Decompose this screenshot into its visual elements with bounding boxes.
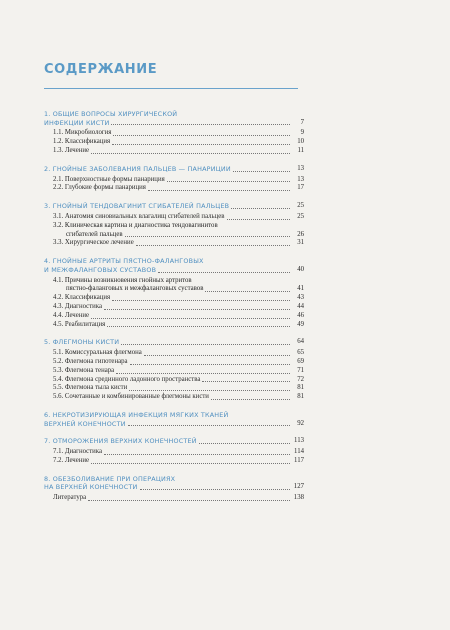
toc-subsection-entry-page: 69 bbox=[297, 357, 304, 365]
toc-chapter-entry[interactable] bbox=[44, 475, 304, 492]
toc-subsection-last-page: 26 bbox=[297, 230, 304, 238]
dot-leader bbox=[112, 144, 290, 145]
toc-subsection-entry-page: 11 bbox=[297, 146, 304, 154]
toc-subsection-entry-text: 7.2. Лечение bbox=[53, 456, 90, 464]
dot-leader bbox=[205, 291, 290, 292]
toc-subsection-entry-page: 117 bbox=[294, 456, 304, 464]
dot-leader bbox=[91, 318, 290, 319]
toc-chapter-title-last-text: ИНФЕКЦИИ КИСТИ bbox=[44, 118, 110, 127]
toc-subsection-entry-page: 46 bbox=[297, 311, 304, 319]
toc-subsection-entry-text: 4.5. Реабилитация bbox=[53, 320, 106, 328]
toc-subsection-entry[interactable] bbox=[44, 384, 304, 393]
toc-chapter-entry[interactable] bbox=[44, 411, 304, 428]
toc-subsection-entry[interactable] bbox=[44, 312, 304, 321]
toc-subsection-entry-text: 2.1. Поверхностные формы панариция bbox=[53, 175, 165, 183]
toc-subsection-entry[interactable] bbox=[44, 277, 304, 295]
toc-subsection-entry-page: 72 bbox=[297, 375, 304, 383]
toc-subsection-entry[interactable] bbox=[44, 376, 304, 385]
toc-subsection-entry[interactable] bbox=[44, 138, 304, 147]
toc-subsection-entry[interactable] bbox=[44, 358, 304, 367]
dot-leader bbox=[129, 390, 290, 391]
toc-subsection-entry-text: 1.2. Классификация bbox=[53, 138, 111, 146]
toc-subsection-entry-text: 3.3. Хирургическое лечение bbox=[53, 239, 134, 247]
toc-chapter-title-last-text: ВЕРХНЕЙ КОНЕЧНОСТИ bbox=[44, 419, 126, 428]
toc-subsection-entry-text: 5.6. Сочетанные и комбинированные флегмоны кисти bbox=[53, 393, 209, 401]
toc-subsection-entry-page: 49 bbox=[297, 320, 304, 328]
toc-subsection-entry[interactable] bbox=[44, 129, 304, 138]
toc-subsection-entry-text: 5.1. Комиссуральная флегмона bbox=[53, 349, 142, 357]
dot-leader bbox=[91, 463, 290, 464]
dot-leader bbox=[104, 454, 290, 455]
dot-leader bbox=[202, 381, 290, 382]
dot-leader bbox=[125, 236, 290, 237]
dot-leader bbox=[148, 190, 290, 191]
toc-chapter-entry[interactable] bbox=[44, 437, 304, 446]
toc-section bbox=[44, 110, 304, 156]
toc-subsection-entry[interactable] bbox=[44, 321, 304, 330]
toc-chapter-entry[interactable] bbox=[44, 257, 304, 274]
toc-subsection-entry-page: 10 bbox=[297, 138, 304, 146]
toc-subsection-entry-page: 9 bbox=[300, 129, 304, 137]
toc-chapter-title-last-page: 7 bbox=[300, 118, 304, 126]
dot-leader bbox=[233, 171, 290, 172]
toc-subsection-last-text: сгибателей пальцев bbox=[66, 230, 123, 238]
toc-subsection-entry[interactable] bbox=[44, 294, 304, 303]
toc-chapter-entry[interactable] bbox=[44, 165, 304, 174]
toc-chapter-title-last-page: 127 bbox=[293, 483, 304, 491]
dot-leader bbox=[136, 245, 290, 246]
toc-chapter-title-last bbox=[44, 420, 304, 429]
toc-subsection-entry-text: 2.2. Глубокие формы панариция bbox=[53, 184, 146, 192]
toc-subsection-entry-page: 71 bbox=[297, 366, 304, 374]
toc-subsection-entry[interactable] bbox=[44, 222, 304, 240]
dot-leader bbox=[140, 489, 291, 490]
dot-leader bbox=[130, 364, 290, 365]
toc-chapter-entry[interactable] bbox=[44, 110, 304, 127]
toc-subsection-entry-text: 5.4. Флегмона срединного ладонного пространства bbox=[53, 375, 201, 383]
toc-chapter-title-line: 4. ГНОЙНЫЕ АРТРИТЫ ПЯСТНО-ФАЛАНГОВЫХ bbox=[44, 257, 204, 266]
toc-chapter-entry[interactable] bbox=[44, 202, 304, 211]
toc-chapter-entry-text: 3. ГНОЙНЫЙ ТЕНДОВАГИНИТ СГИБАТЕЛЕЙ ПАЛЬЦЕВ bbox=[44, 202, 230, 211]
toc-chapter-title-last bbox=[44, 266, 304, 275]
toc-subsection-entry[interactable] bbox=[44, 393, 304, 402]
toc-subsection-entry[interactable] bbox=[44, 176, 304, 185]
toc-subsection-entry-text: 1.1. Микробиология bbox=[53, 129, 112, 137]
toc-chapter-entry-page: 25 bbox=[297, 202, 304, 210]
toc-subsection-entry-text: 4.4. Лечение bbox=[53, 311, 90, 319]
toc-chapter-entry-text: 5. ФЛЕГМОНЫ КИСТИ bbox=[44, 338, 120, 347]
toc-subsection-entry-page: 17 bbox=[297, 184, 304, 192]
dot-leader bbox=[231, 208, 290, 209]
dot-leader bbox=[167, 181, 290, 182]
dot-leader bbox=[144, 355, 290, 356]
toc-chapter-entry[interactable] bbox=[44, 338, 304, 347]
toc-chapter-title-last-text: И МЕЖФАЛАНГОВЫХ СУСТАВОВ bbox=[44, 265, 157, 274]
toc-chapter-title-last-page: 40 bbox=[297, 265, 304, 273]
toc-subsection-last bbox=[53, 285, 304, 294]
toc-subsection-entry-text: 4.2. Классификация bbox=[53, 294, 111, 302]
dot-leader bbox=[104, 309, 290, 310]
toc-subsection-entry[interactable] bbox=[44, 303, 304, 312]
dot-leader bbox=[88, 500, 290, 501]
toc-subsection-entry[interactable] bbox=[44, 367, 304, 376]
toc-subsection-entry[interactable] bbox=[44, 494, 304, 503]
dot-leader bbox=[111, 124, 290, 125]
toc-subsection-entry[interactable] bbox=[44, 457, 304, 466]
toc-subsection-entry-text: 4.3. Диагностика bbox=[53, 302, 103, 310]
toc-subsection-entry-page: 65 bbox=[297, 349, 304, 357]
dot-leader bbox=[116, 373, 290, 374]
toc-subsection-entry-text: 5.5. Флегмона тыла кисти bbox=[53, 384, 128, 392]
toc-subsection-entry-text: 5.3. Флегмона тенара bbox=[53, 366, 115, 374]
toc-chapter-title-last bbox=[44, 119, 304, 128]
dot-leader bbox=[121, 344, 290, 345]
toc-chapter-entry-page: 13 bbox=[297, 164, 304, 172]
toc-section bbox=[44, 165, 304, 193]
toc-chapter-entry-text: 7. ОТМОРОЖЕНИЯ ВЕРХНИХ КОНЕЧНОСТЕЙ bbox=[44, 437, 197, 446]
toc-subsection-last-text: пястно-фаланговых и межфаланговых суставов bbox=[66, 285, 204, 293]
table-of-contents bbox=[44, 110, 304, 512]
dot-leader bbox=[211, 399, 290, 400]
toc-chapter-title-line: 6. НЕКРОТИЗИРУЮЩАЯ ИНФЕКЦИЯ МЯГКИХ ТКАНЕЙ bbox=[44, 410, 229, 419]
toc-subsection-line: 3.2. Клиническая картина и диагностика тендовагинитов bbox=[53, 221, 218, 229]
toc-subsection-entry[interactable] bbox=[44, 184, 304, 193]
toc-subsection-last bbox=[53, 231, 304, 240]
toc-subsection-entry-page: 114 bbox=[294, 448, 304, 456]
dot-leader bbox=[227, 219, 291, 220]
dot-leader bbox=[199, 443, 290, 444]
toc-subsection-entry[interactable] bbox=[44, 213, 304, 222]
toc-chapter-title-last-page: 92 bbox=[297, 419, 304, 427]
toc-chapter-title-last bbox=[44, 483, 304, 492]
toc-subsection-entry-page: 43 bbox=[297, 294, 304, 302]
toc-section bbox=[44, 338, 304, 402]
toc-subsection-entry-page: 13 bbox=[297, 175, 304, 183]
toc-subsection-entry[interactable] bbox=[44, 239, 304, 248]
dot-leader bbox=[112, 300, 290, 301]
toc-chapter-title-last-text: НА ВЕРХНЕЙ КОНЕЧНОСТИ bbox=[44, 483, 138, 492]
toc-section bbox=[44, 257, 304, 329]
toc-chapter-title-line: 8. ОБЕЗБОЛИВАНИЕ ПРИ ОПЕРАЦИЯХ bbox=[44, 474, 176, 483]
page-title: СОДЕРЖАНИЕ bbox=[44, 62, 158, 77]
toc-chapter-entry-page: 64 bbox=[297, 338, 304, 346]
toc-section bbox=[44, 202, 304, 248]
toc-subsection-entry-text: 3.1. Анатомия синовиальных влагалищ сгибателей пальцев bbox=[53, 212, 225, 220]
toc-chapter-title-line: 1. ОБЩИЕ ВОПРОСЫ ХИРУРГИЧЕСКОЙ bbox=[44, 110, 178, 118]
dot-leader bbox=[107, 326, 290, 327]
toc-subsection-entry-page: 44 bbox=[297, 302, 304, 310]
dot-leader bbox=[91, 153, 290, 154]
title-underline bbox=[44, 88, 298, 89]
toc-subsection-entry-page: 25 bbox=[297, 212, 304, 220]
toc-section bbox=[44, 437, 304, 465]
toc-section bbox=[44, 411, 304, 428]
toc-subsection-entry-text: Литература bbox=[53, 494, 87, 502]
toc-subsection-entry[interactable] bbox=[44, 448, 304, 457]
toc-subsection-entry-page: 31 bbox=[297, 239, 304, 247]
toc-subsection-entry-text: 1.3. Лечение bbox=[53, 146, 90, 154]
toc-chapter-entry-page: 113 bbox=[294, 437, 304, 445]
toc-subsection-entry-page: 138 bbox=[293, 494, 304, 502]
toc-subsection-entry[interactable] bbox=[44, 147, 304, 156]
toc-subsection-entry-page: 81 bbox=[297, 384, 304, 392]
toc-section bbox=[44, 475, 304, 503]
toc-subsection-entry-text: 5.2. Флегмона гипотенара bbox=[53, 357, 128, 365]
dot-leader bbox=[113, 135, 290, 136]
toc-subsection-entry-text: 7.1. Диагностика bbox=[53, 448, 103, 456]
toc-subsection-entry-page: 81 bbox=[297, 393, 304, 401]
toc-subsection-last-page: 41 bbox=[297, 285, 304, 293]
toc-chapter-entry-text: 2. ГНОЙНЫЕ ЗАБОЛЕВАНИЯ ПАЛЬЦЕВ — ПАНАРИЦИИ bbox=[44, 164, 231, 173]
toc-subsection-line: 4.1. Причины возникновения гнойных артритов bbox=[53, 276, 192, 284]
dot-leader bbox=[128, 425, 290, 426]
toc-subsection-entry[interactable] bbox=[44, 349, 304, 358]
dot-leader bbox=[158, 272, 290, 273]
